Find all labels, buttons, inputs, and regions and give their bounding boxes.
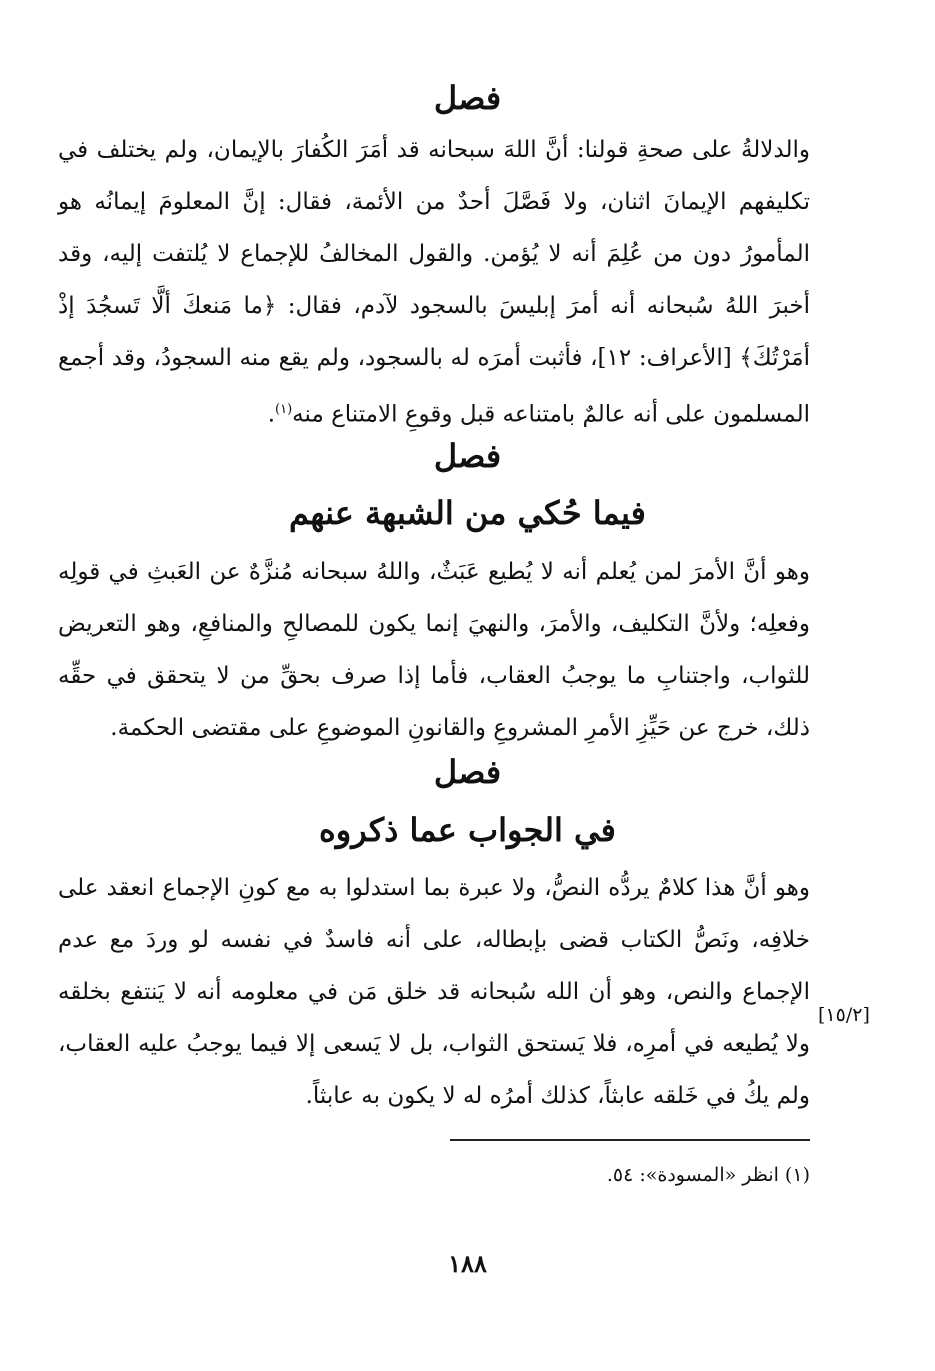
- footnote: (١) انظر «المسودة»: ٥٤.: [606, 1164, 810, 1186]
- paragraph: [58, 124, 810, 441]
- section-heading: فصل: [433, 753, 502, 791]
- section-heading: فصل: [433, 79, 502, 117]
- section-subheading: فيما حُكي من الشبهة عنهم: [289, 494, 646, 532]
- paragraph: وهو أنَّ الأمرَ لمن يُعلم أنه لا يُطيع عَبَثٌ، واللهُ سبحانه مُنزَّهٌ عن العَبثِ في قولِه وفعلِه؛ ولأنَّ التكليف، والأمرَ، والنهيَ إنما يكون للمصالحِ والمنافعِ، وهو التعريض للثواب، واجتنابِ ما يوجبُ العقاب، فأما إذا صرف بحقِّ من لا يتحقق في حقِّه ذلك، خرج عن حَيِّزِ الأمرِ المشروعِ والقانونِ الموضوعِ على مقتضى الحكمة.: [58, 559, 810, 741]
- page-number: ١٨٨: [448, 1249, 487, 1278]
- section-heading: فصل: [433, 437, 502, 475]
- footnote-marker: (١): [275, 402, 293, 417]
- section-subheading: في الجواب عما ذكروه: [319, 811, 616, 849]
- margin-page-reference: [١٥/٢]: [818, 1004, 870, 1026]
- paragraph-end: .: [267, 401, 276, 428]
- footnote-divider: [450, 1139, 810, 1141]
- paragraph-text: والدلالةُ على صحةِ قولنا: أنَّ اللهَ سبحانه قد أمَرَ الكُفارَ بالإيمان، ولم يختلف في تكليفهم الإيمانَ اثنان، ولا فَصَّلَ أحدٌ من الأئمة، فقال: إنَّ المعلومَ إيمانُه هو المأمورُ دون من عُلِمَ أنه لا يُؤمن. والقول المخالفُ للإجماع لا يُلتفت إليه، وقد أخبرَ اللهُ سُبحانه أنه أمرَ إبليسَ بالسجود لآدم، فقال: ﴿ما مَنعكَ ألَّا تَسجُدَ إذْ أمَرْتُكَ﴾ [الأعراف: ١٢]، فأثبت أمرَه له بالسجود، ولم يقع منه السجودُ، وقد أجمع المسلمون على أنه عالمٌ بامتناعه قبل وقوعِ الامتناع منه: [58, 137, 810, 428]
- paragraph: وهو أنَّ هذا كلامٌ يردُّه النصُّ، ولا عبرة بما استدلوا به مع كونِ الإجماع انعقد على خلافِه، ونَصُّ الكتاب قضى بإبطاله، على أنه فاسدٌ في نفسه لو وردَ مع عدم الإجماع والنص، وهو أن الله سُبحانه قد خلق مَن في معلومه أنه لا يَنتفع بخلقه ولا يُطيعه في أمرِه، فلا يَستحق الثواب، بل لا يَسعى إلا فيما يوجبُ عليه العقاب، ولم يكُ في خَلقه عابثاً، كذلك أمرُه له لا يكون به عابثاً.: [58, 875, 810, 1109]
